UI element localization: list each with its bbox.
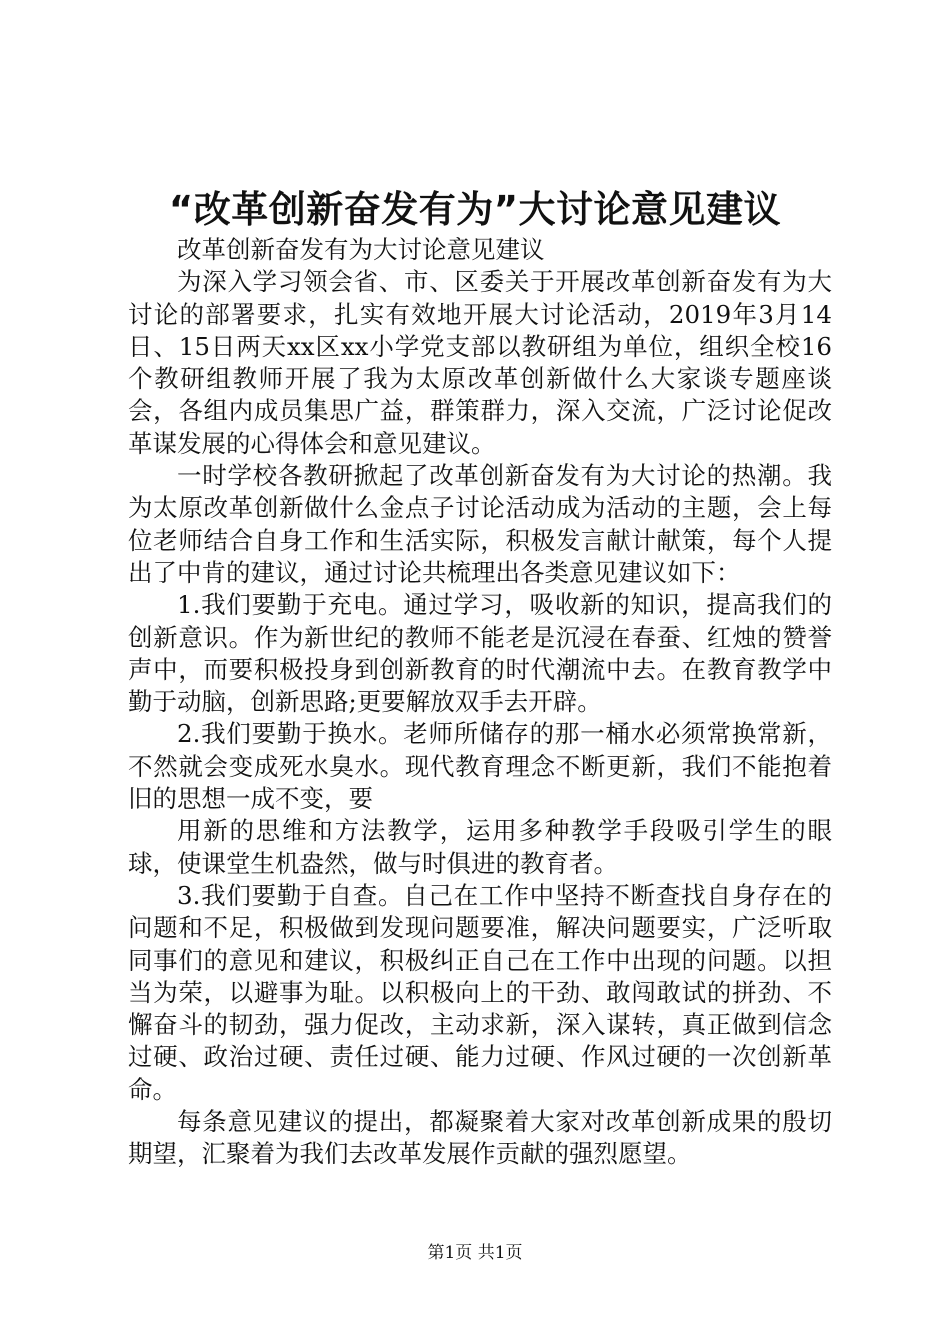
page-number-footer: 第1页 共1页 bbox=[427, 1243, 523, 1263]
document-body bbox=[128, 234, 832, 1171]
paragraph-conclusion: 每条意见建议的提出，都凝聚着大家对改革创新成果的殷切期望，汇聚着为我们去改革发展作贡献的强烈愿望。 bbox=[128, 1107, 832, 1169]
paragraph-item-2-continued: 用新的思维和方法教学，运用多种教学手段吸引学生的眼球，使课堂生机盎然，做与时俱进的教育者。 bbox=[128, 816, 832, 878]
paragraph-subtitle: 改革创新奋发有为大讨论意见建议 bbox=[177, 235, 545, 264]
paragraph-intro: 为深入学习领会省、市、区委关于开展改革创新奋发有为大讨论的部署要求，扎实有效地开展大讨论活动，2019年3月14日、15日两天xx区xx小学党支部以教研组为单位，组织全校16个教研组教师开展了我为太原改革创新做什么大家谈专题座谈会，各组内成员集思广益，群策群力，深入交流，广泛讨论促改革谋发展的心得体会和意见建议。 bbox=[128, 267, 832, 458]
paragraph-item-2: 2.我们要勤于换水。老师所储存的那一桶水必须常换常新，不然就会变成死水臭水。现代教育理念不断更新，我们不能抱着旧的思想一成不变，要 bbox=[128, 719, 832, 814]
document-title: “改革创新奋发有为”大讨论意见建议 bbox=[168, 188, 782, 231]
paragraph-item-1: 1.我们要勤于充电。通过学习，吸收新的知识，提高我们的创新意识。作为新世纪的教师不能老是沉浸在春蚕、红烛的赞誉声中，而要积极投身到创新教育的时代潮流中去。在教育教学中勤于动脑，创新思路;更要解放双手去开辟。 bbox=[128, 590, 832, 717]
paragraph-item-3: 3.我们要勤于自查。自己在工作中坚持不断查找自身存在的问题和不足，积极做到发现问题要准，解决问题要实，广泛听取同事们的意见和建议，积极纠正自己在工作中出现的问题。以担当为荣，以避事为耻。以积极向上的干劲、敢闯敢试的拼劲、不懈奋斗的韧劲，强力促改，主动求新，深入谋转，真正做到信念过硬、政治过硬、责任过硬、能力过硬、作风过硬的一次创新革命。 bbox=[128, 880, 832, 1104]
paragraph-discussion: 一时学校各教研掀起了改革创新奋发有为大讨论的热潮。我为太原改革创新做什么金点子讨论活动成为活动的主题，会上每位老师结合自身工作和生活实际，积极发言献计献策，每个人提出了中肯的建议，通过讨论共梳理出各类意见建议如下： bbox=[128, 461, 832, 587]
